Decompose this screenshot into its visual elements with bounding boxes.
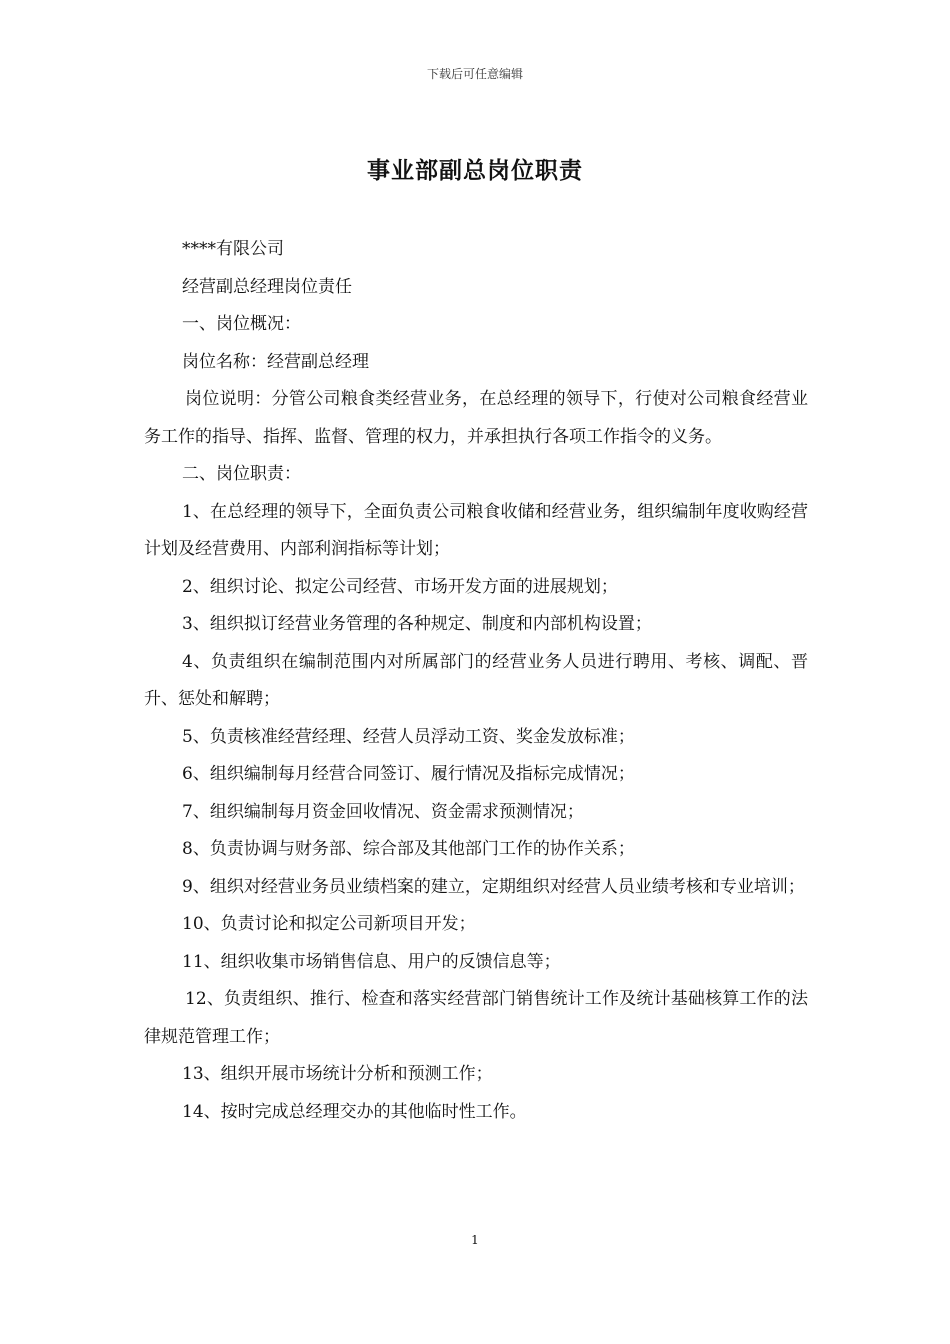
duty-item: 1、在总经理的领导下，全面负责公司粮食收储和经营业务，组织编制年度收购经营计划及经营费用、内部利润指标等计划； [144,501,808,559]
duty-item: 11、组织收集市场销售信息、用户的反馈信息等； [182,951,561,972]
duty-item: 3、组织拟订经营业务管理的各种规定、制度和内部机构设置； [182,614,652,634]
company-name: ****有限公司 [182,239,284,259]
document-title: 事业部副总岗位职责 [367,157,583,184]
document-body [144,231,808,1131]
section-heading-duties: 二、岗位职责： [182,464,301,484]
position-description: 岗位说明：分管公司粮食类经营业务，在总经理的领导下，行使对公司粮食经营业务工作的指导、指挥、监督、管理的权力，并承担执行各项工作指令的义务。 [144,389,808,447]
position-name: 岗位名称：经营副总经理 [182,351,369,372]
duty-item: 8、负责协调与财务部、综合部及其他部门工作的协作关系； [182,839,635,859]
duty-item: 6、组织编制每月经营合同签订、履行情况及指标完成情况； [182,764,635,784]
section-heading-overview: 一、岗位概况： [182,314,301,334]
duty-item: 10、负责讨论和拟定公司新项目开发； [182,914,476,934]
duty-item: 9、组织对经营业务员业绩档案的建立，定期组织对经营人员业绩考核和专业培训； [182,876,805,897]
duty-item: 12、负责组织、推行、检查和落实经营部门销售统计工作及统计基础核算工作的法律规范管理工作； [144,989,808,1047]
duty-item: 7、组织编制每月资金回收情况、资金需求预测情况； [182,801,584,822]
duty-item: 13、组织开展市场统计分析和预测工作； [182,1064,493,1084]
duty-item: 5、负责核准经营经理、经营人员浮动工资、奖金发放标准； [182,726,635,747]
duty-item: 2、组织讨论、拟定公司经营、市场开发方面的进展规划； [182,576,618,597]
duty-item: 4、负责组织在编制范围内对所属部门的经营业务人员进行聘用、考核、调配、晋升、惩处和解聘； [144,651,808,709]
page-header: 下载后可任意编辑 [426,67,523,81]
page-number: 1 [471,1233,479,1247]
duty-item: 14、按时完成总经理交办的其他临时性工作。 [182,1101,527,1122]
position-heading: 经营副总经理岗位责任 [182,276,352,297]
